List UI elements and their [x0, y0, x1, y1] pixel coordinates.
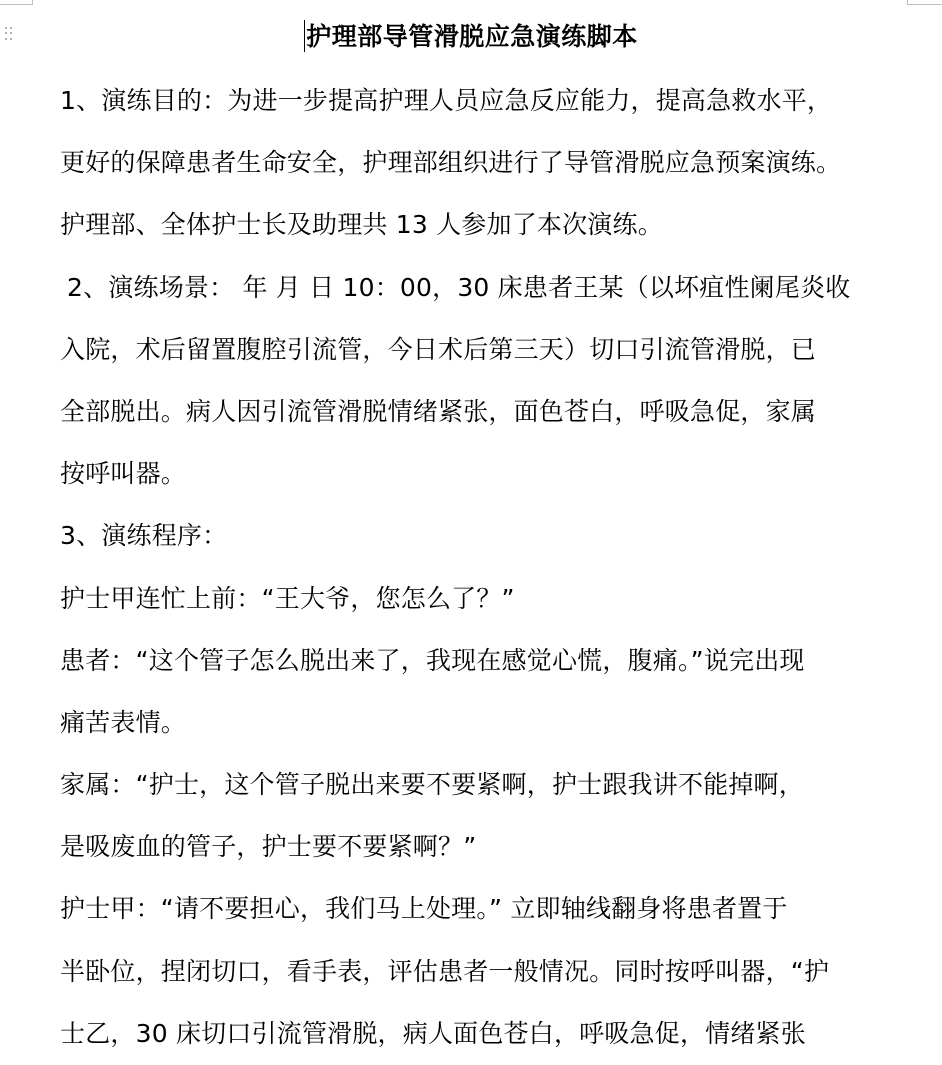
paragraph-line[interactable]: 1、演练目的：为进一步提高护理人员应急反应能力，提高急救水平， — [60, 86, 833, 115]
paragraph-line[interactable]: 护士甲：“请不要担心，我们马上处理。” 立即轴线翻身将患者置于 — [60, 894, 788, 924]
paragraph-line[interactable]: 痛苦表情。 — [60, 707, 187, 737]
paragraph-line[interactable]: 更好的保障患者生命安全，护理部组织进行了导管滑脱应急预案演练。 — [60, 148, 842, 178]
paragraph-line[interactable]: 患者：“这个管子怎么脱出来了，我现在感觉心慌，腹痛。”说完出现 — [60, 645, 805, 675]
paragraph-line[interactable]: 护士甲连忙上前：“王大爷，您怎么了？” — [60, 583, 515, 613]
document-title[interactable]: 护理部导管滑脱应急演练脚本 — [306, 22, 638, 51]
document-title-row[interactable] — [0, 17, 942, 57]
paragraph-line[interactable]: 是吸废血的管子，护士要不要紧啊？” — [60, 832, 477, 862]
paragraph-line[interactable]: 半卧位，捏闭切口，看手表，评估患者一般情况。同时按呼叫器，“护 — [60, 956, 830, 986]
paragraph-line[interactable]: 家属：“护士，这个管子脱出来要不要紧啊，护士跟我讲不能掉啊， — [60, 770, 804, 800]
paragraph-line[interactable]: 护理部、全体护士长及助理共 13 人参加了本次演练。 — [60, 210, 663, 240]
paragraph-line[interactable]: 全部脱出。病人因引流管滑脱情绪紧张，面色苍白，呼吸急促，家属 — [60, 396, 817, 426]
paragraph-line[interactable]: 2、演练场景： 年 月 日 10：00，30 床患者王某（以坏疽性阑尾炎收 — [67, 272, 851, 302]
page-corner-mark-left — [0, 0, 33, 5]
paragraph-line[interactable]: 士乙，30 床切口引流管滑脱，病人面色苍白，呼吸急促，情绪紧张 — [60, 1018, 806, 1048]
paragraph-line[interactable]: 入院，术后留置腹腔引流管，今日术后第三天）切口引流管滑脱，已 — [60, 334, 817, 364]
document-body[interactable] — [60, 70, 940, 1065]
paragraph-line[interactable]: 3、演练程序： — [60, 521, 228, 551]
page-corner-mark-right — [907, 0, 942, 5]
paragraph-line[interactable]: 按呼叫器。 — [60, 459, 187, 489]
